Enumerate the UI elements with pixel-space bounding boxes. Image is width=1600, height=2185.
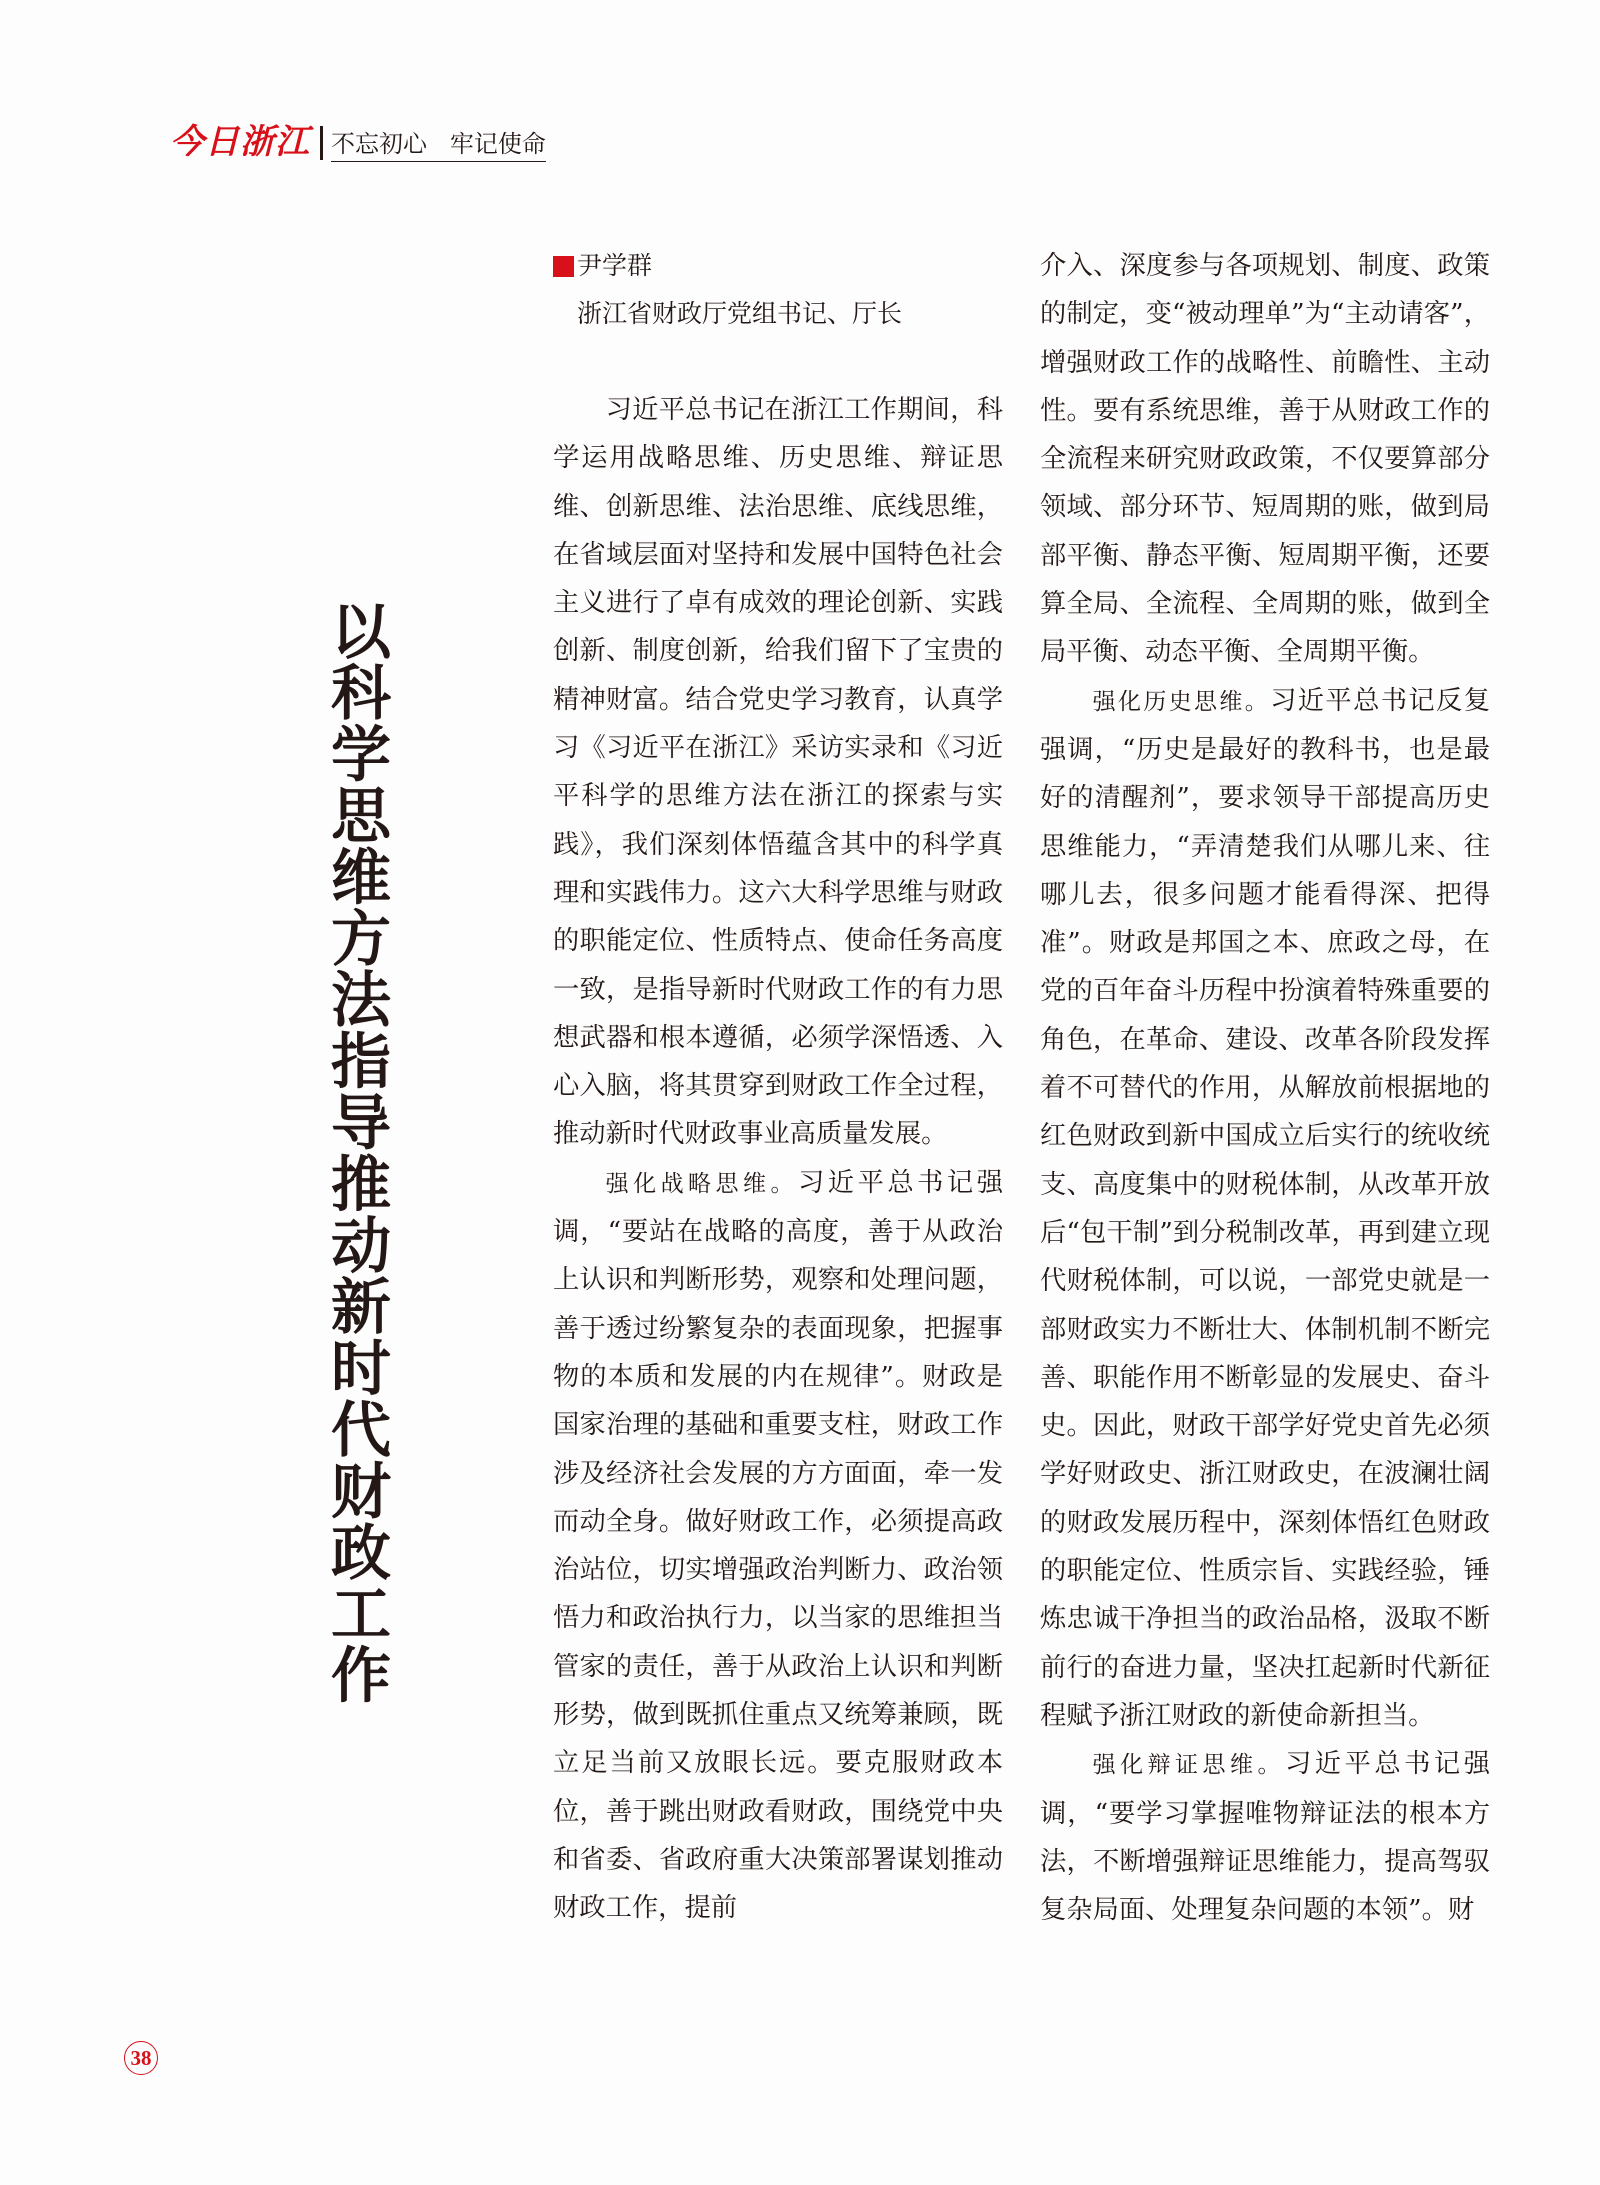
page-number: 38 [124, 2041, 158, 2075]
section-keyword: 强化辩证思维。 [1092, 1752, 1286, 1779]
section-keyword: 强化战略思维。 [605, 1170, 799, 1197]
paragraph-text: 习近平总书记强调，“要站在战略的高度，善于从政治上认识和判断形势，观察和处理问题，善于透过纷繁复杂的表面现象，把握事物的本质和发展的内在规律”。财政是国家治理的基础和重要支柱，财政工作涉及经济社会发展的方方面面，牵一发而动全身。做好财政工作，必须提高政治站位，切实增强政治判断力、政治领悟力和政治执行力，以当家的思维担当管家的责任，善于从政治上认识和判断形势，做到既抓住重点又统筹兼顾，既立足当前又放眼长远。要克服财政本位，善于跳出财政看财政，围绕党中央和省委、省政府重大决策部署谋划推动财政工作，提前 [553, 1167, 1004, 1924]
magazine-logo: 今日浙江 [170, 122, 310, 162]
paragraph-intro: 习近平总书记在浙江工作期间，科学运用战略思维、历史思维、辩证思维、创新思维、法治思维、底线思维，在省域层面对坚持和发展中国特色社会主义进行了卓有成效的理论创新、实践创新、制度创新，给我们留下了宝贵的精神财富。结合党史学习教育，认真学习《习近平在浙江》采访实录和《习近平科学的思维方法在浙江的探索与实践》，我们深刻体悟蕴含其中的科学真理和实践伟力。这六大科学思维与财政的职能定位、性质特点、使命任务高度一致，是指导新时代财政工作的有力思想武器和根本遵循，必须学深悟透、入心入脑，将其贯穿到财政工作全过程，推动新时代财政事业高质量发展。 [553, 395, 1003, 1150]
author-title: 浙江省财政厅党组书记、厅长 [577, 299, 903, 328]
paragraph-strategic-thinking [553, 1159, 1003, 1933]
header-divider [320, 126, 323, 160]
paragraph-text: 习近平总书记反复强调，“历史是最好的教科书，也是最好的清醒剂”，要求领导干部提高历史思维能力，“弄清楚我们从哪儿来、往哪儿去，很多问题才能看得深、把得准”。财政是邦国之本、庶政之母，在党的百年奋斗历程中扮演着特殊重要的角色，在革命、建设、改革各阶段发挥着不可替代的作用，从解放前根据地的红色财政到新中国成立后实行的统收统支、高度集中的财税体制，从改革开放后“包干制”到分税制改革，再到建立现代财税体制，可以说，一部党史就是一部财政实力不断壮大、体制机制不断完善、职能作用不断彰显的发展史、奋斗史。因此，财政干部学好党史首先必须学好财政史、浙江财政史，在波澜壮阔的财政发展历程中，深刻体悟红色财政的职能定位、性质宗旨、实践经验，锤炼忠诚干净担当的政治品格，汲取不断前行的奋进力量，坚决扛起新时代新征程赋予浙江财政的新使命新担当。 [1040, 685, 1490, 1731]
section-keyword: 强化历史思维。 [1092, 688, 1271, 715]
article-column-right [1040, 242, 1490, 1934]
author-name: 尹学群 [577, 250, 653, 280]
magazine-header [170, 122, 546, 162]
author-line [553, 242, 1003, 290]
header-slogan: 不忘初心 牢记使命 [331, 129, 546, 162]
spacer [553, 338, 1003, 386]
paragraph-continued: 介入、深度参与各项规划、制度、政策的制定，变“被动理单”为“主动请客”，增强财政工作的战略性、前瞻性、主动性。要有系统思维，善于从财政工作的全流程来研究财政政策，不仅要算部分领域、部分环节、短周期的账，做到局部平衡、静态平衡、短周期平衡，还要算全局、全流程、全周期的账，做到全局平衡、动态平衡、全周期平衡。 [1040, 251, 1490, 668]
paragraph-text: 习近平总书记强调，“要学习掌握唯物辩证法的根本方法，不断增强辩证思维能力，提高驾驭复杂局面、处理复杂问题的本领”。财 [1040, 1749, 1491, 1926]
paragraph-historical-thinking [1040, 677, 1490, 1741]
article-column-middle [553, 242, 1003, 1933]
article-title: 以科学思维方法指导推动新时代财政工作 [321, 600, 391, 1706]
paragraph-dialectical-thinking [1040, 1740, 1490, 1934]
author-marker-icon [553, 256, 574, 277]
